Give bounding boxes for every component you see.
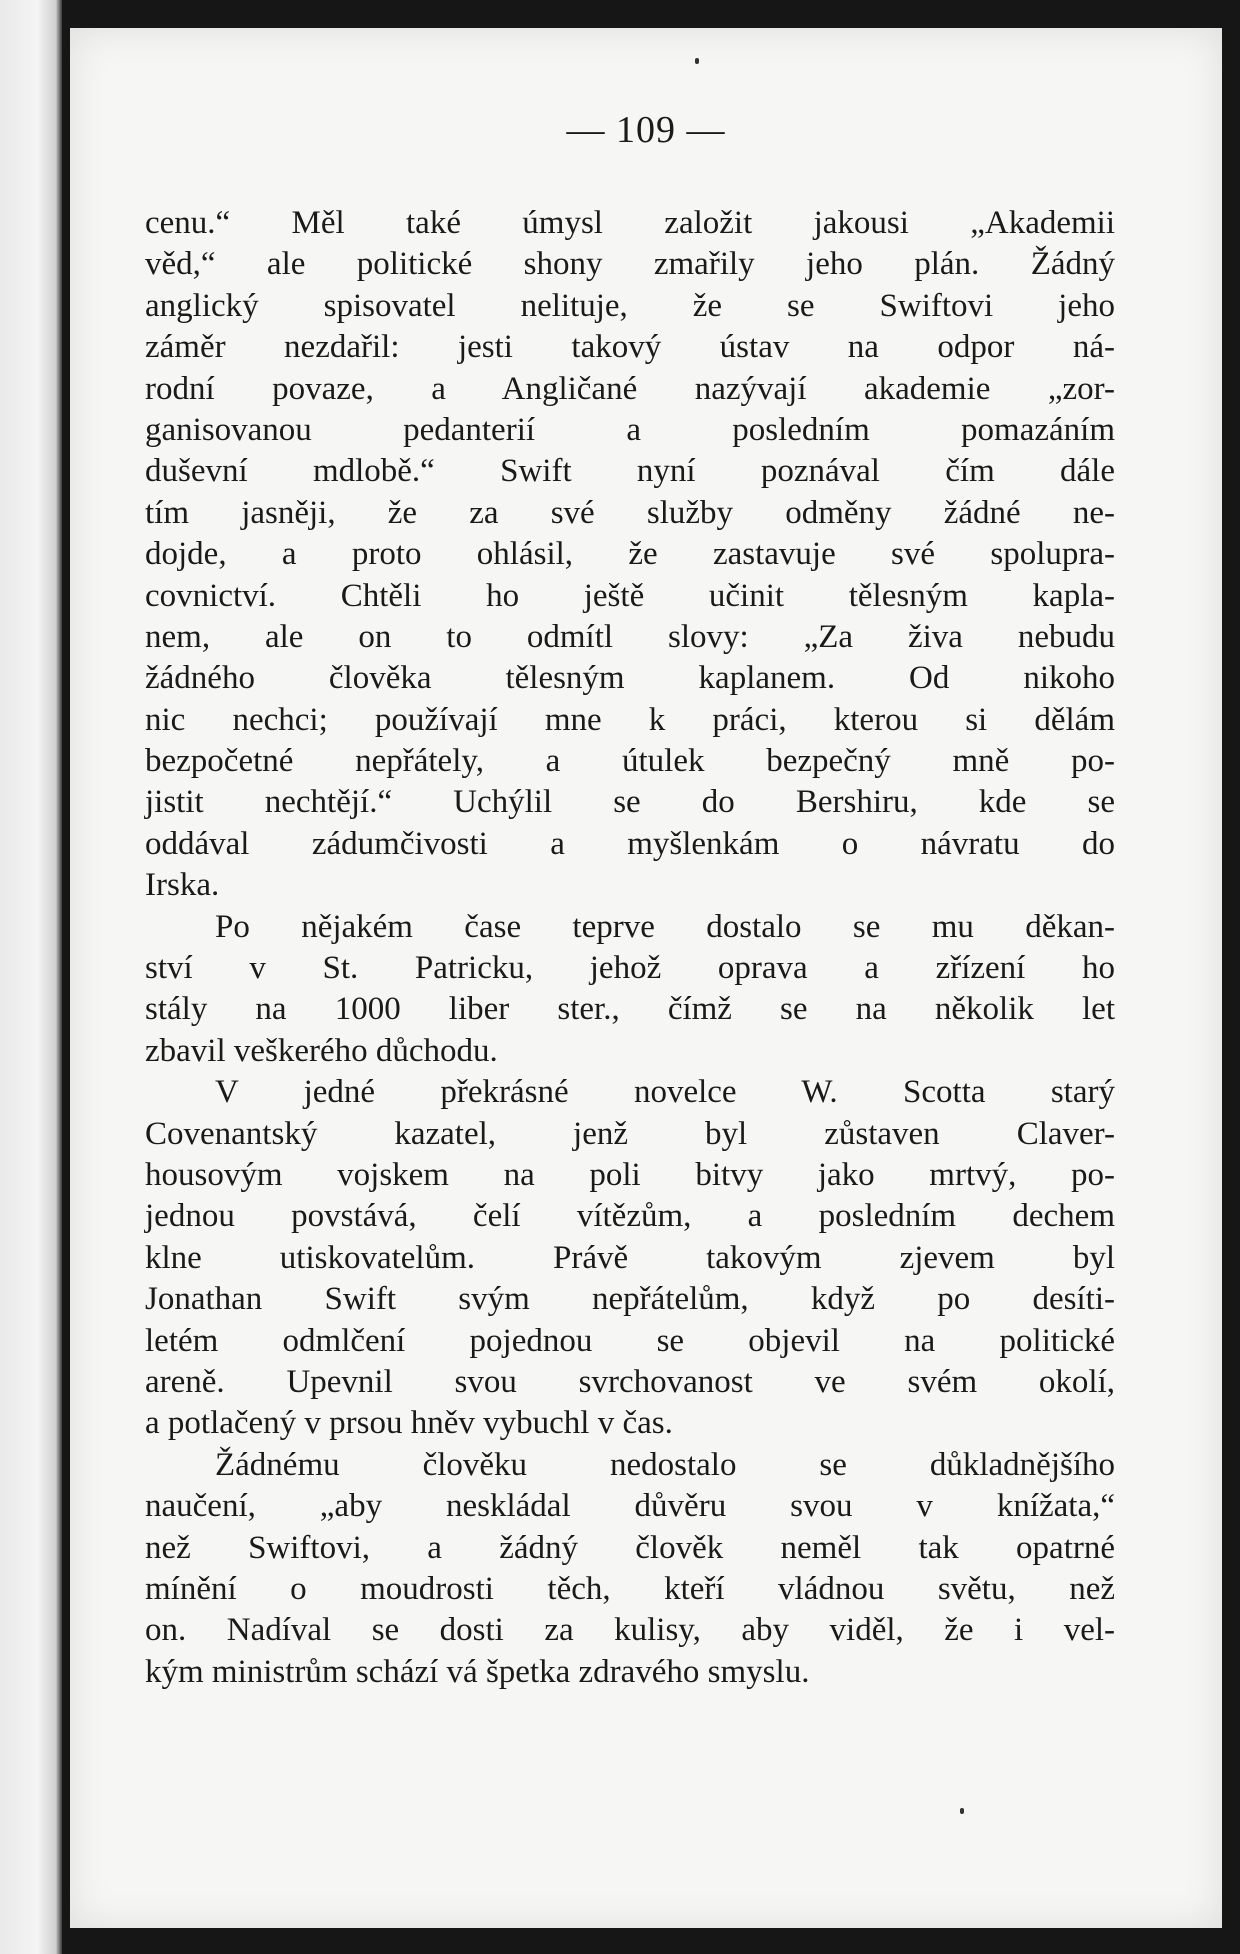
text-line: ství v St. Patricku, jehož oprava a zřízení ho [145,950,1115,987]
text-line: housovým vojskem na poli bitvy jako mrtvý, po- [145,1156,1115,1193]
text-line: duševní mdlobě.“ Swift nyní poznával čím dále [145,453,1115,490]
text-line: Žádnému člověku nedostalo se důkladnějšího [215,1446,1115,1483]
text-line: kým ministrům schází vá špetka zdravého smyslu. [145,1653,810,1690]
text-line: covnictví. Chtěli ho ještě učinit tělesným kapla- [145,577,1115,614]
text-line: V jedné překrásné novelce W. Scotta starý [215,1074,1115,1111]
text-line: jednou povstává, čelí vítězům, a posledním dechem [145,1198,1115,1235]
text-line: mínění o moudrosti těch, kteří vládnou světu, než [145,1570,1115,1607]
text-line: než Swiftovi, a žádný člověk neměl tak opatrné [145,1529,1115,1566]
text-line: nic nechci; používají mne k práci, kterou si dělám [145,701,1115,738]
body-text [145,203,1115,1693]
text-line: zbavil veškerého důchodu. [145,1032,498,1069]
text-line: klne utiskovatelům. Právě takovým zjevem byl [145,1239,1115,1276]
previous-page-edge [0,0,62,1954]
text-line: a potlačený v prsou hněv vybuchl v čas. [145,1405,673,1442]
book-page [70,28,1222,1928]
text-line: bezpočetné nepřátely, a útulek bezpečný mně po- [145,743,1115,780]
text-line: záměr nezdařil: jesti takový ústav na odpor ná- [145,329,1115,366]
text-line: ganisovanou pedanterií a posledním pomazáním [145,411,1115,448]
text-line: areně. Upevnil svou svrchovanost ve svém okolí, [145,1363,1115,1400]
text-line: letém odmlčení pojednou se objevil na politické [145,1322,1115,1359]
text-line: tím jasněji, že za své služby odměny žádné ne- [145,494,1115,531]
text-line: Jonathan Swift svým nepřátelům, když po desíti- [145,1281,1115,1318]
text-line: žádného člověka tělesným kaplanem. Od nikoho [145,660,1115,697]
text-line: nem, ale on to odmítl slovy: „Za živa nebudu [145,618,1115,655]
text-line: naučení, „aby neskládal důvěru svou v knížata,“ [145,1488,1115,1525]
page-number: — 109 — [566,109,726,151]
text-line: on. Nadíval se dosti za kulisy, aby viděl, že i vel- [145,1612,1115,1649]
text-line: Po nějakém čase teprve dostalo se mu děkan- [215,908,1115,945]
text-line: anglický spisovatel nelituje, že se Swiftovi jeho [145,287,1115,324]
text-line: cenu.“ Měl také úmysl založit jakousi „Akademii [145,205,1115,241]
text-line: jistit nechtějí.“ Uchýlil se do Bershiru, kde se [145,784,1115,821]
dust-speck [960,1808,964,1814]
text-line: oddával zádumčivosti a myšlenkám o návratu do [145,825,1115,862]
text-line: dojde, a proto ohlásil, že zastavuje své spolupra- [145,536,1115,573]
text-line: věd,“ ale politické shony zmařily jeho plán. Žádný [145,246,1115,283]
dust-speck [695,58,699,64]
text-line: rodní povaze, a Angličané nazývají akademie „zor- [145,370,1115,407]
text-line: Irska. [145,867,220,904]
text-line: stály na 1000 liber ster., čímž se na několik let [145,991,1115,1028]
text-line: Covenantský kazatel, jenž byl zůstaven Claver- [145,1115,1115,1152]
